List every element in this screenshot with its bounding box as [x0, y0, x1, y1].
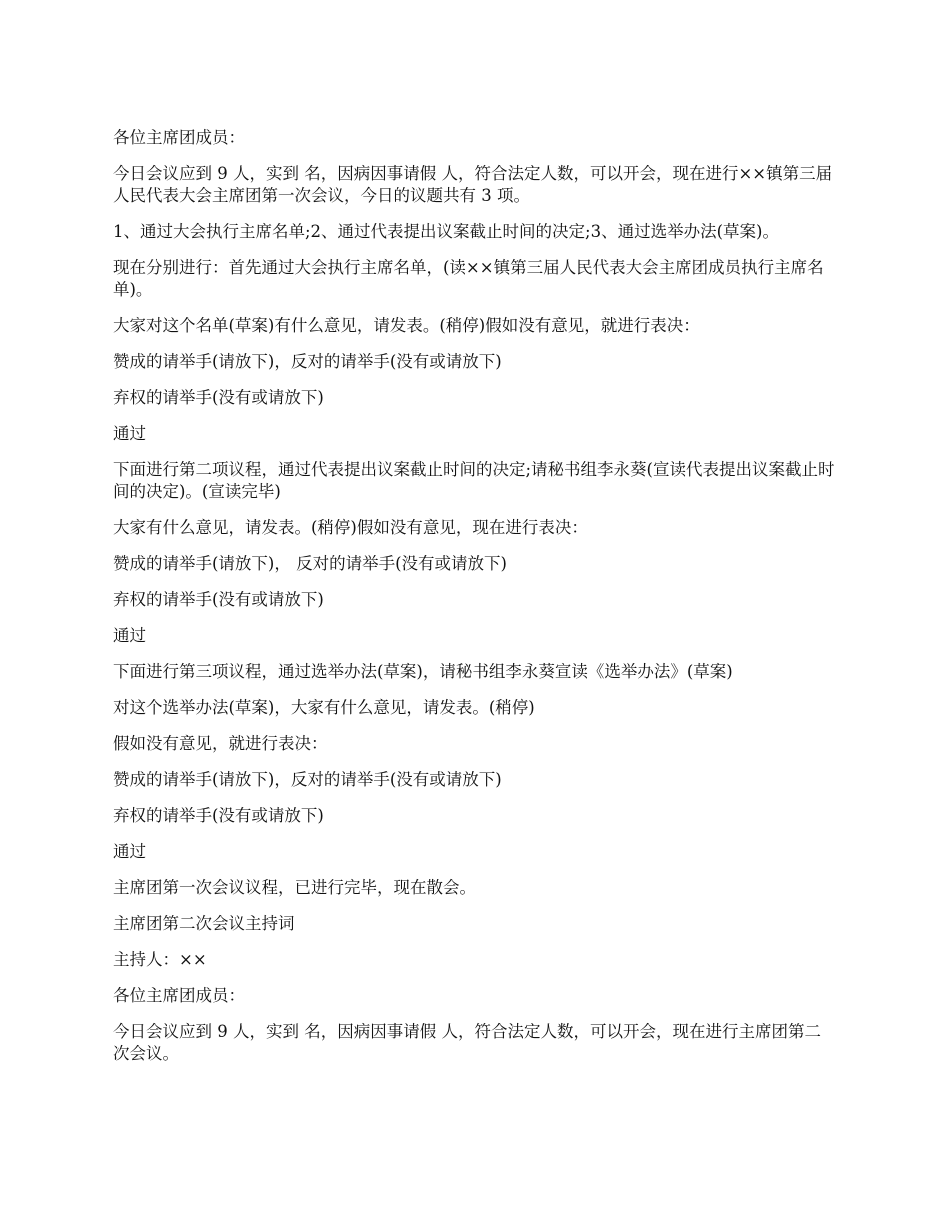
paragraph-opinion-request: 大家对这个名单(草案)有什么意见，请发表。(稍停)假如没有意见，就进行表决：: [113, 316, 700, 335]
paragraph-agenda-list: 1、通过大会执行主席名单;2、通过代表提出议案截止时间的决定;3、通过选举办法(草案)。: [113, 222, 779, 241]
paragraph-salutation: 各位主席团成员：: [113, 986, 245, 1005]
paragraph-attendance: 今日会议应到 9 人，实到 名，因病因事请假 人，符合法定人数，可以开会，现在进行××镇第三届人民代表大会主席团第一次会议，今日的议题共有 3 项。: [113, 164, 833, 205]
paragraph-vote-for-against: 赞成的请举手(请放下)， 反对的请举手(没有或请放下): [113, 554, 507, 573]
paragraph-host: 主持人：××: [113, 950, 207, 969]
paragraph-vote-for-against: 赞成的请举手(请放下)，反对的请举手(没有或请放下): [113, 352, 502, 371]
paragraph-attendance: 今日会议应到 9 人，实到 名，因病因事请假 人，符合法定人数，可以开会，现在进行主席团第二次会议。: [113, 1022, 821, 1063]
paragraph-opinion-request: 对这个选举办法(草案)，大家有什么意见，请发表。(稍停): [113, 698, 535, 717]
paragraph-opinion-request: 大家有什么意见，请发表。(稍停)假如没有意见，现在进行表决：: [113, 518, 588, 537]
section-heading: 主席团第二次会议主持词: [113, 914, 295, 933]
paragraph-vote-abstain: 弃权的请举手(没有或请放下): [113, 388, 324, 407]
paragraph-second-item: 下面进行第二项议程，通过代表提出议案截止时间的决定;请秘书组李永葵(宣读代表提出议案截止时间的决定)。(宣读完毕): [113, 460, 835, 501]
paragraph-first-item: 现在分别进行：首先通过大会执行主席名单，(读××镇第三届人民代表大会主席团成员执行主席名单)。: [113, 258, 824, 299]
paragraph-meeting-closed: 主席团第一次会议议程，已进行完毕，现在散会。: [113, 878, 476, 897]
paragraph-salutation: 各位主席团成员：: [113, 128, 245, 147]
paragraph-third-item: 下面进行第三项议程，通过选举办法(草案)，请秘书组李永葵宣读《选举办法》(草案): [113, 662, 733, 681]
paragraph-vote-abstain: 弃权的请举手(没有或请放下): [113, 590, 324, 609]
paragraph-passed: 通过: [113, 626, 146, 645]
paragraph-vote-intro: 假如没有意见，就进行表决：: [113, 734, 328, 753]
paragraph-passed: 通过: [113, 842, 146, 861]
document-body: [113, 127, 835, 1079]
paragraph-vote-abstain: 弃权的请举手(没有或请放下): [113, 806, 324, 825]
paragraph-vote-for-against: 赞成的请举手(请放下)，反对的请举手(没有或请放下): [113, 770, 502, 789]
paragraph-passed: 通过: [113, 424, 146, 443]
